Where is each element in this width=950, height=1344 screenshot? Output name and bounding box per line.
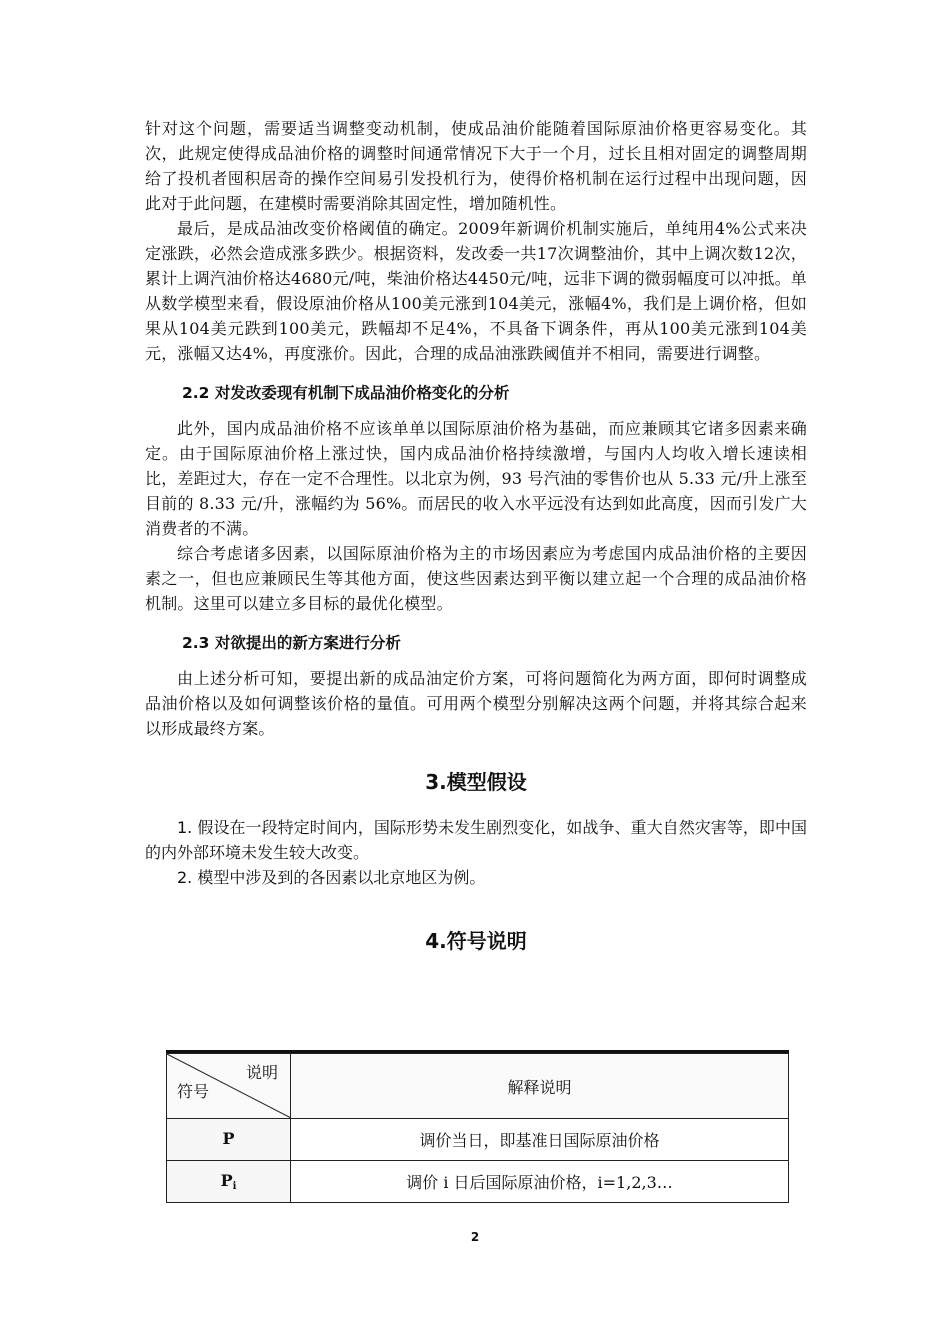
table-header-row (167, 1054, 789, 1119)
assumption-number: 2. (177, 868, 193, 887)
section-title-3: 3.模型假设 (425, 770, 527, 794)
subsection-heading-2-3: 2.3 对欲提出的新方案进行分析 (182, 634, 401, 652)
symbol-text: P (222, 1129, 235, 1148)
assumption-number: 1. (177, 818, 193, 837)
subsection-heading-2-2: 2.2 对发改委现有机制下成品油价格变化的分析 (182, 384, 510, 402)
paragraph-continuation: 针对这个问题，需要适当调整变动机制，使成品油价能随着国际原油价格更容易变化。其次，此规定使得成品油价格的调整时间通常情况下大于一个月，过长且相对固定的调整周期给了投机者囤积居奇的操作空间易引发投机行为，使得价格机制在运行过程中出现问题，因此对于此问题，在建模时需要消除其固定性，增加随机性。 (145, 119, 807, 213)
symbol-cell (167, 1161, 291, 1203)
symbol-table (166, 1050, 789, 1203)
table-row (167, 1119, 789, 1161)
paragraph-2-2-b: 综合考虑诸多因素，以国际原油价格为主的市场因素应为考虑国内成品油价格的主要因素之一，但也应兼顾民生等其他方面，使这些因素达到平衡以建立起一个合理的成品油价格机制。这里可以建立多目标的最优化模型。 (145, 544, 807, 613)
assumption-text: 假设在一段特定时间内，国际形势未发生剧烈变化，如战争、重大自然灾害等，即中国的内外部环境未发生较大改变。 (145, 818, 807, 862)
description-cell: 调价当日，即基准日国际原油价格 (291, 1119, 789, 1161)
assumption-text: 模型中涉及到的各因素以北京地区为例。 (197, 868, 486, 887)
symbol-table-grid (166, 1053, 789, 1203)
diagonal-header-cell (167, 1054, 291, 1119)
symbol-cell (167, 1119, 291, 1161)
symbol-subscript: i (232, 1181, 237, 1192)
assumption-item-1 (145, 815, 807, 865)
symbol-text: P (220, 1171, 233, 1190)
page-content (145, 116, 807, 956)
assumption-item-2 (145, 865, 807, 890)
section-title-4: 4.符号说明 (425, 929, 527, 953)
header-top-right: 说明 (245, 1063, 278, 1082)
description-cell: 调价 i 日后国际原油价格，i=1,2,3… (291, 1161, 789, 1203)
paragraph-2-2-a: 此外，国内成品油价格不应该单单以国际原油价格为基础，而应兼顾其它诸多因素来确定。由于国际原油价格上涨过快，国内成品油价格持续激增，与国内人均收入增长速读相比，差距过大，存在一定不合理性。以北京为例，93 号汽油的零售价也从 5.33 元/升上涨至目前的 8.33 元/升，涨幅约为 56%。而居民的收入水平远没有达到如此高度，因而引发广大消费者的不满。 (145, 419, 807, 538)
page-number: 2 (470, 1230, 480, 1244)
header-description-cell: 解释说明 (291, 1054, 789, 1119)
header-bottom-left: 符号 (177, 1082, 210, 1101)
paragraph-2-3: 由上述分析可知，要提出新的成品油定价方案，可将问题简化为两方面，即何时调整成品油价格以及如何调整该价格的量值。可用两个模型分别解决这两个问题，并将其综合起来以形成最终方案。 (145, 669, 807, 738)
table-row (167, 1161, 789, 1203)
paragraph-threshold: 最后，是成品油改变价格阈值的确定。2009年新调价机制实施后，单纯用4%公式来决定涨跌，必然会造成涨多跌少。根据资料，发改委一共17次调整油价，其中上调次数12次，累计上调汽油价格达4680元/吨，柴油价格达4450元/吨，远非下调的微弱幅度可以冲抵。单从数学模型来看，假设原油价格从100美元涨到104美元，涨幅4%，我们是上调价格，但如果从104美元跌到100美元，跌幅却不足4%，不具备下调条件，再从100美元涨到104美元，涨幅又达4%，再度涨价。因此，合理的成品油涨跌阈值并不相同，需要进行调整。 (145, 219, 807, 363)
